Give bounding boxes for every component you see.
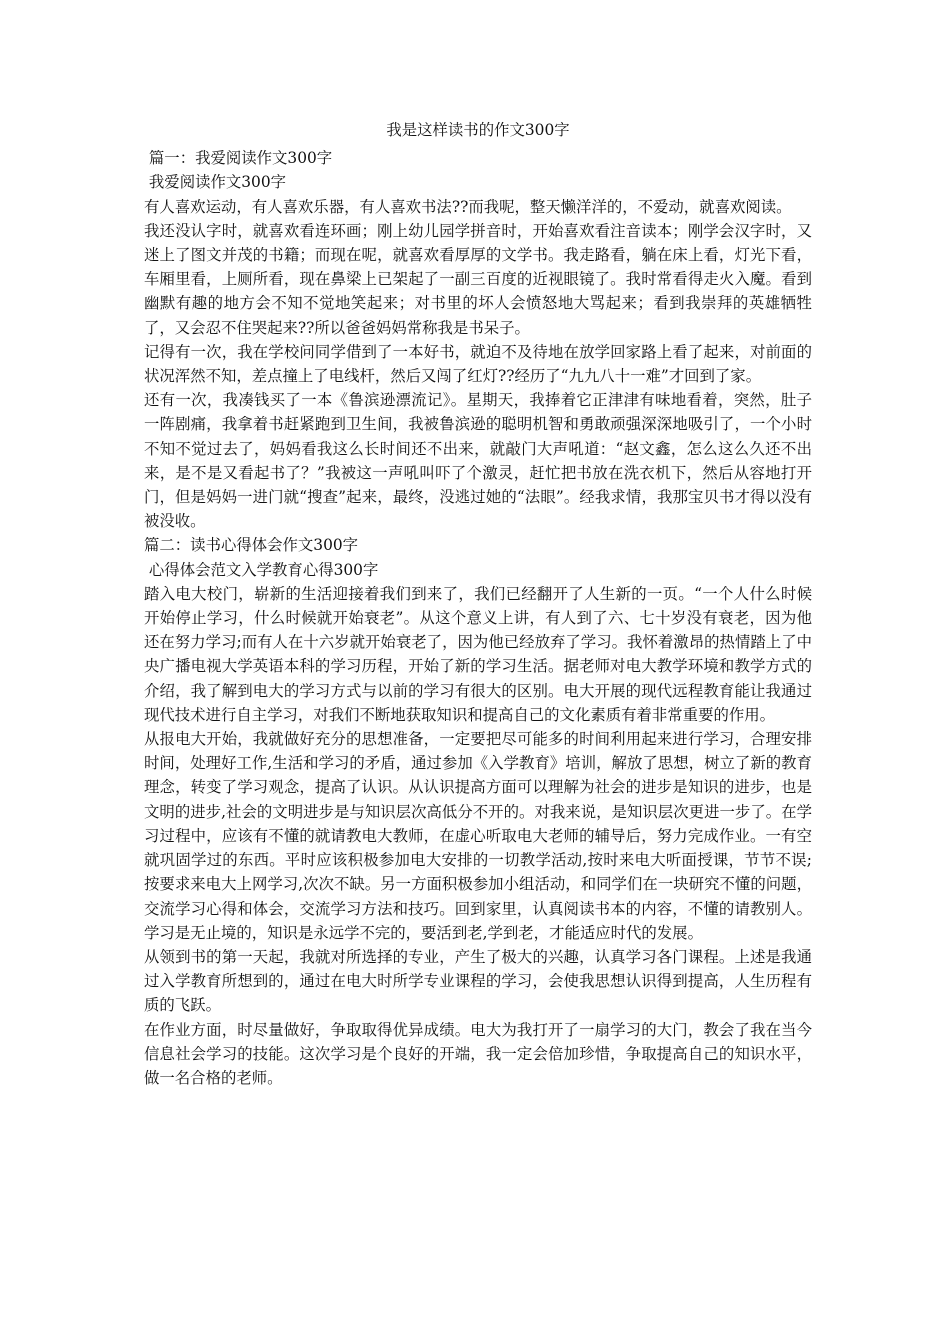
paragraph: 从领到书的第一天起，我就对所选择的专业，产生了极大的兴趣，认真学习各门课程。上述是我通过入学教育所想到的，通过在电大时所学专业课程的学习，会使我思想认识得到提高，人生历程有质的飞跃。 bbox=[144, 947, 812, 1015]
paragraph: 有人喜欢运动，有人喜欢乐器，有人喜欢书法??而我呢，整天懒洋洋的，不爱动，就喜欢阅读。 bbox=[144, 197, 792, 216]
paragraph: 记得有一次，我在学校问同学借到了一本好书，就迫不及待地在放学回家路上看了起来，对前面的状况浑然不知，差点撞上了电线杆，然后又闯了红灯??经历了“九九八十一难”才回到了家。 bbox=[144, 342, 812, 386]
paragraph: 从报电大开始，我就做好充分的思想准备，一定要把尽可能多的时间利用起来进行学习，合理安排时间，处理好工作,生活和学习的矛盾，通过参加《入学教育》培训，解放了思想，树立了新的教育理念，转变了学习观念，提高了认识。从认识提高方面可以理解为社会的进步是知识的进步，也是文明的进步,社会的文明进步是与知识层次高低分不开的。对我来说，是知识层次更进一步了。在学习过程中，应该有不懂的就请教电大教师，在虚心听取电大老师的辅导后，努力完成作业。一有空就巩固学过的东西。平时应该积极参加电大安排的一切教学活动,按时来电大听面授课，节节不误;按要求来电大上网学习,次次不缺。另一方面积极参加小组活动，和同学们在一块研究不懂的问题，交流学习心得和体会，交流学习方法和技巧。回到家里，认真阅读书本的内容，不懂的请教别人。学习是无止境的，知识是永远学不完的，要活到老,学到老，才能适应时代的发展。 bbox=[144, 730, 812, 942]
paragraph: 踏入电大校门，崭新的生活迎接着我们到来了，我们已经翻开了人生新的一页。“一个人什么时候开始停止学习，什么时候就开始衰老”。从这个意义上讲，有人到了六、七十岁没有衰老，因为他还在努力学习;而有人在十六岁就开始衰老了，因为他已经放弃了学习。我怀着激昂的热情踏上了中央广播电视大学英语本科的学习历程，开始了新的学习生活。据老师对电大教学环境和教学方式的介绍，我了解到电大的学习方式与以前的学习有很大的区别。电大开展的现代远程教育能让我通过现代技术进行自主学习，对我们不断地获取知识和提高自己的文化素质有着非常重要的作用。 bbox=[144, 584, 812, 724]
document-body bbox=[144, 118, 812, 1090]
section-heading: 篇二：读书心得体会作文300字 bbox=[144, 536, 359, 555]
document-title: 我是这样读书的作文300字 bbox=[386, 121, 570, 139]
paragraph: 在作业方面，时尽量做好，争取取得优异成绩。电大为我打开了一扇学习的大门，教会了我在当今信息社会学习的技能。这次学习是个良好的开端，我一定会倍加珍惜，争取提高自己的知识水平，做一名合格的老师。 bbox=[144, 1020, 812, 1087]
essay-title: 心得体会范文入学教育心得300字 bbox=[144, 560, 379, 579]
section-heading: 篇一：我爱阅读作文300字 bbox=[144, 149, 333, 168]
essay-title: 我爱阅读作文300字 bbox=[144, 173, 287, 192]
paragraph: 还有一次，我凑钱买了一本《鲁滨逊漂流记》。星期天，我捧着它正津津有味地看着，突然，肚子一阵剧痛，我拿着书赶紧跑到卫生间，我被鲁滨逊的聪明机智和勇敢顽强深深地吸引了，一个小时不知不觉过去了，妈妈看我这么长时间还不出来，就敲门大声吼道：“赵文鑫，怎么这么久还不出来，是不是又看起书了？”我被这一声吼叫吓了个激灵，赶忙把书放在洗衣机下，然后从容地打开门，但是妈妈一进门就“搜查”起来，最终，没逃过她的“法眼”。经我求情，我那宝贝书才得以没有被没收。 bbox=[144, 391, 812, 531]
paragraph: 我还没认字时，就喜欢看连环画；刚上幼儿园学拼音时，开始喜欢看注音读本；刚学会汉字时，又迷上了图文并茂的书籍；而现在呢，就喜欢看厚厚的文学书。我走路看，躺在床上看，灯光下看，车厢里看，上厕所看，现在鼻梁上已架起了一副三百度的近视眼镜了。我时常看得走火入魔。看到幽默有趣的地方会不知不觉地笑起来；对书里的坏人会愤怒地大骂起来；看到我崇拜的英雄牺牲了，又会忍不住哭起来??所以爸爸妈妈常称我是书呆子。 bbox=[144, 221, 812, 337]
